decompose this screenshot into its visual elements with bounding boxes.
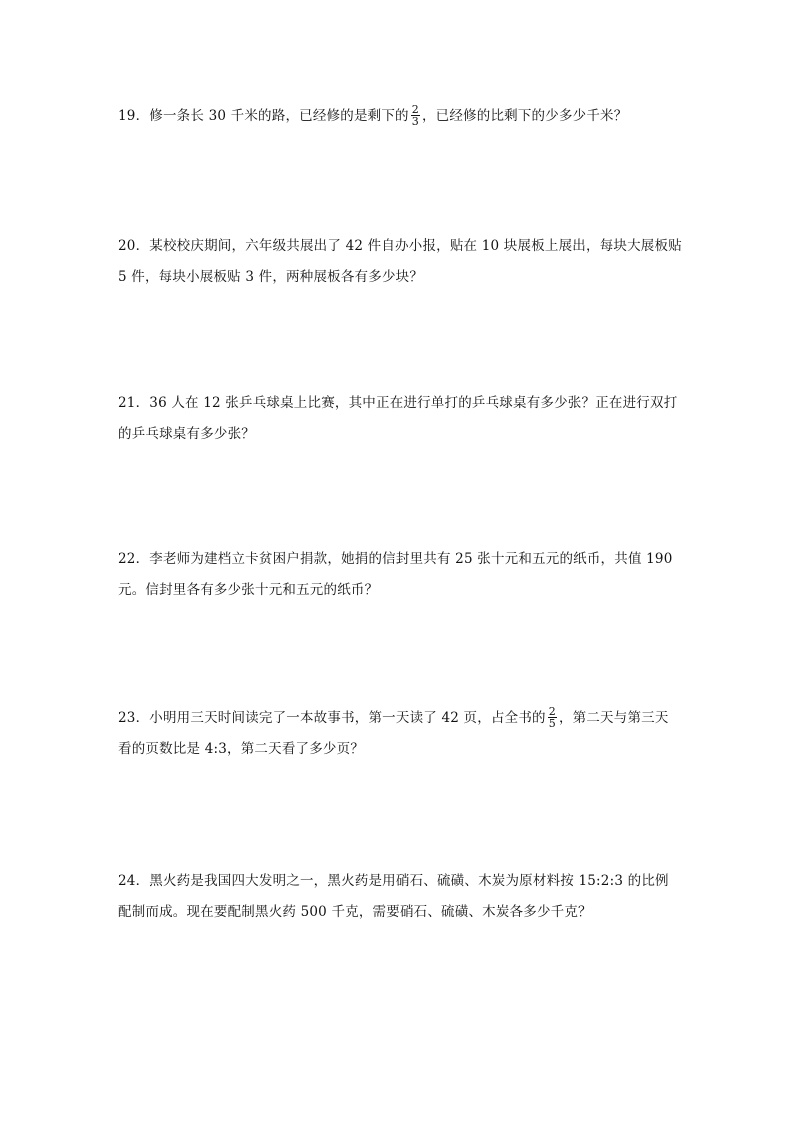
question-21 — [118, 388, 678, 450]
fraction-numerator: 2 — [548, 705, 556, 718]
question-23-line-2: 看的页数比是 4:3，第二天看了多少页？ — [118, 741, 365, 757]
fraction-denominator: 3 — [411, 115, 419, 128]
question-24-line-2: 配制而成。现在要配制黑火药 500 千克，需要硝石、硫磺、木炭各多少千克？ — [118, 904, 592, 920]
question-21-line-2: 的乒乓球桌有多少张？ — [118, 426, 255, 442]
fraction-numerator: 2 — [411, 103, 419, 116]
question-23-text-before: 23．小明用三天时间读完了一本故事书，第一天读了 42 页，占全书的 — [118, 710, 546, 726]
question-19-text-before: 19．修一条长 30 千米的路，已经修的是剩下的 — [118, 108, 409, 124]
fraction-two-thirds — [411, 104, 420, 127]
question-22-line-2: 元。信封里各有多少张十元和五元的纸币？ — [118, 582, 379, 598]
question-22-line-1: 22．李老师为建档立卡贫困户捐款，她捐的信封里共有 25 张十元和五元的纸币，共值 190 — [118, 551, 673, 567]
question-23-text-after: ，第二天与第三天 — [558, 710, 669, 726]
question-20 — [118, 231, 682, 293]
question-22 — [118, 544, 678, 606]
question-23 — [118, 703, 678, 765]
question-19 — [118, 101, 678, 132]
fraction-denominator: 5 — [548, 717, 556, 730]
question-24 — [118, 866, 678, 928]
fraction-two-fifths — [548, 706, 557, 729]
question-19-line-1 — [118, 101, 678, 132]
question-19-text-after: ，已经修的比剩下的少多少千米？ — [421, 108, 628, 124]
question-20-line-1: 20．某校校庆期间，六年级共展出了 42 件自办小报，贴在 10 块展板上展出，每块大展板贴 — [118, 238, 682, 254]
question-21-line-1: 21．36 人在 12 张乒乓球桌上比赛，其中正在进行单打的乒乓球桌有多少张？正在进行双打 — [118, 395, 678, 411]
question-20-line-2: 5 件，每块小展板贴 3 件，两种展板各有多少块？ — [118, 269, 424, 285]
question-23-line-1 — [118, 703, 678, 734]
question-24-line-1: 24．黑火药是我国四大发明之一，黑火药是用硝石、硫磺、木炭为原材料按 15:2:3 的比例 — [118, 873, 669, 889]
